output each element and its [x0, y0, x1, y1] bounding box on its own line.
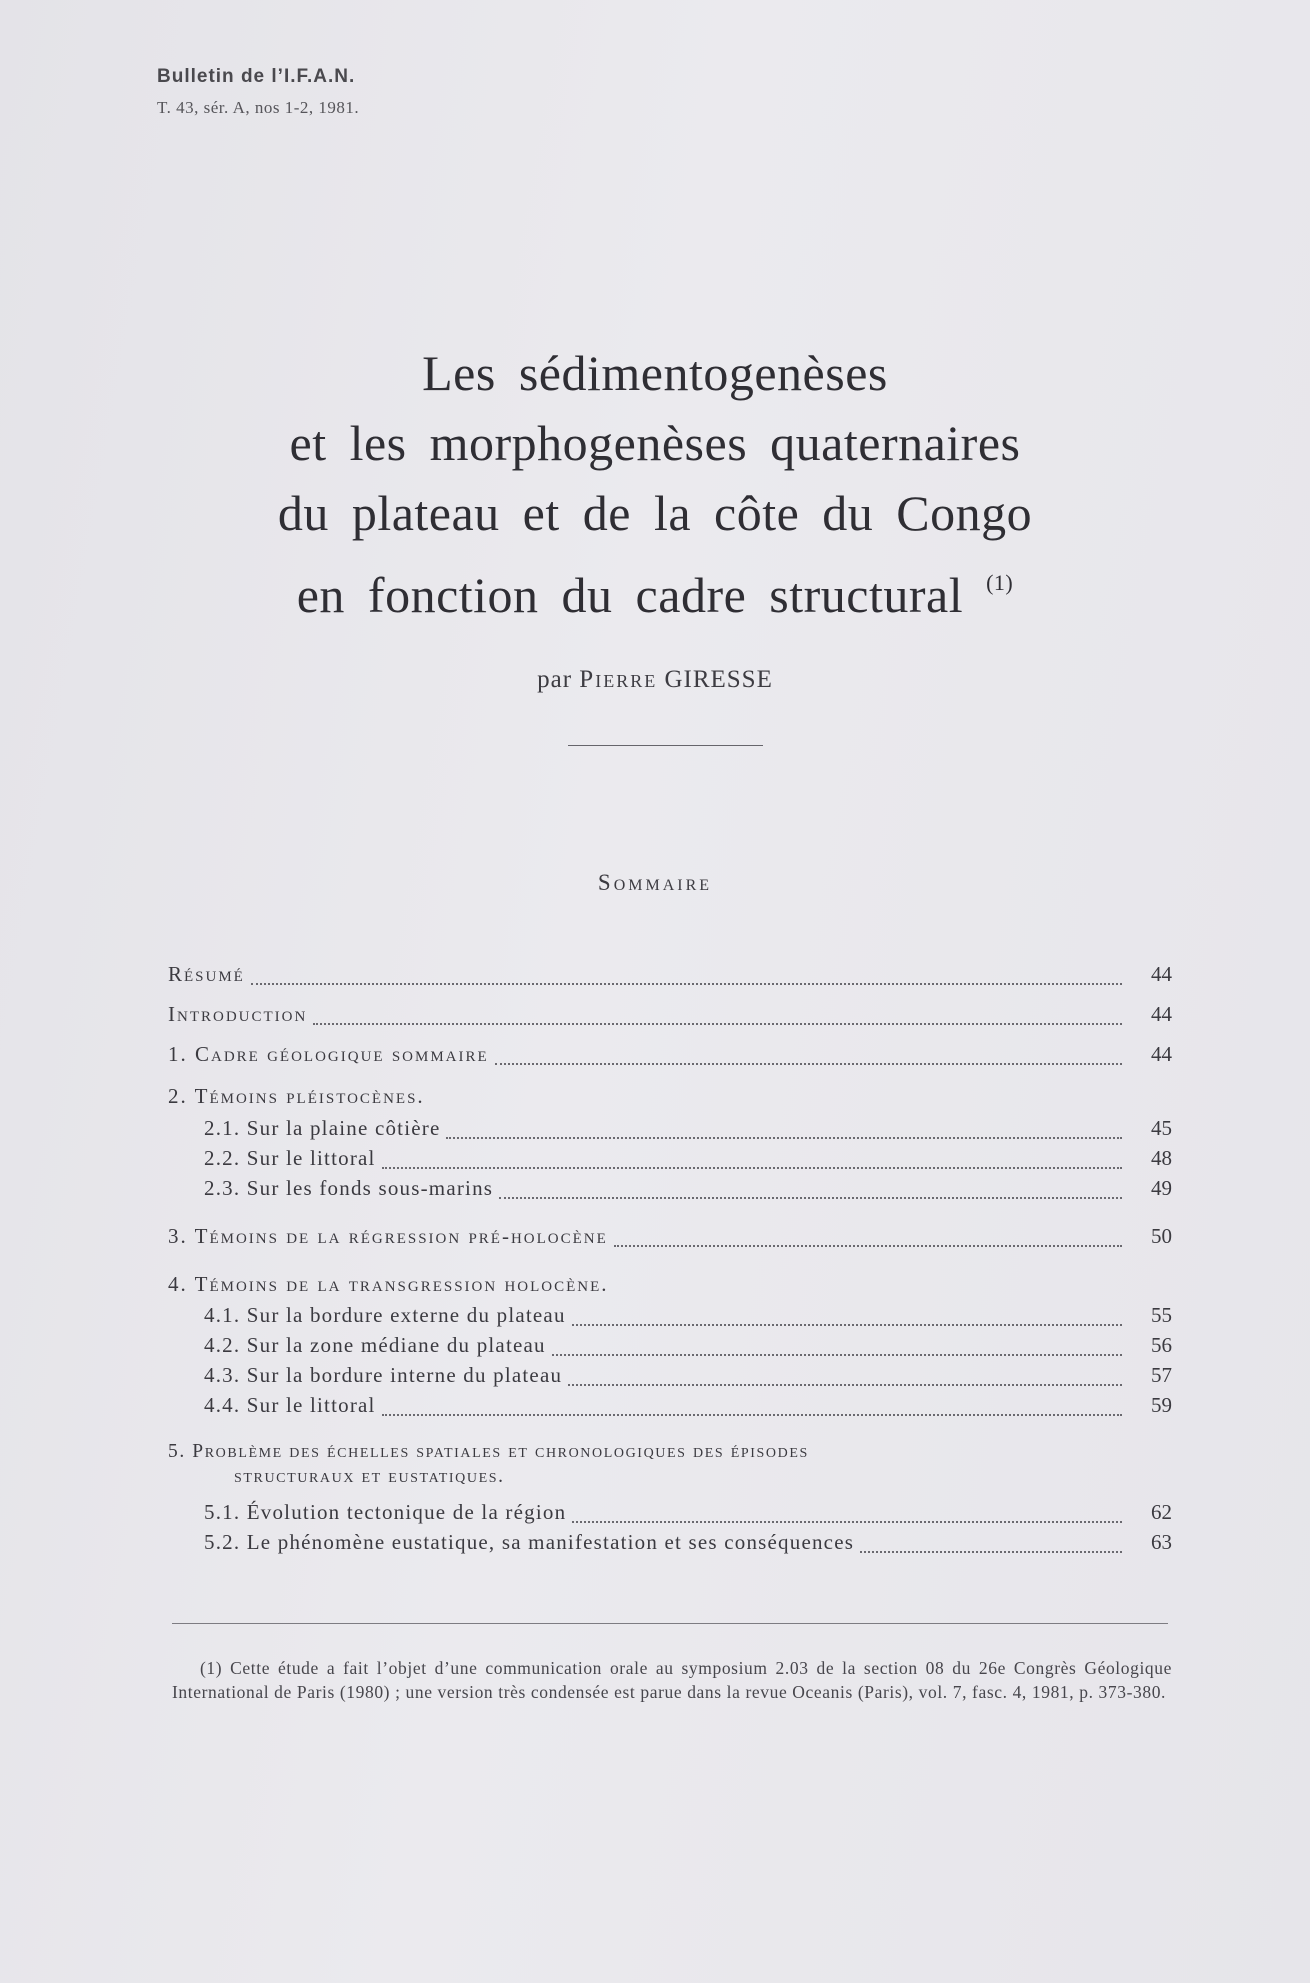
journal-issue: T. 43, sér. A, nos 1-2, 1981. [157, 98, 360, 117]
toc-leader [382, 1413, 1122, 1416]
article-title [150, 338, 1160, 630]
toc-entry[interactable] [204, 1146, 1172, 1176]
toc-entry[interactable] [204, 1530, 1172, 1560]
toc-label: 4.1. Sur la bordure externe du plateau [204, 1303, 566, 1327]
toc-label: Résumé [168, 962, 245, 986]
toc-leader [614, 1244, 1122, 1247]
toc-leader [568, 1383, 1122, 1386]
author-prefix: par [537, 666, 573, 693]
toc-page: 55 [1151, 1303, 1172, 1327]
toc-leader [446, 1136, 1122, 1139]
toc-label: 4.2. Sur la zone médiane du plateau [204, 1333, 546, 1357]
author-last-name: GIRESSE [664, 666, 773, 693]
toc-entry[interactable] [204, 1303, 1172, 1333]
toc-page: 44 [1151, 1042, 1172, 1066]
toc-label: 1. Cadre géologique sommaire [168, 1042, 489, 1066]
toc-section-heading[interactable]: 5. Problème des échelles spatiales et chronologiques des épisodes [168, 1441, 809, 1462]
journal-header [157, 66, 359, 118]
toc-label: 4.4. Sur le littoral [204, 1393, 376, 1417]
toc-page: 45 [1151, 1116, 1172, 1140]
footnote: (1) Cette étude a fait l’objet d’une communication orale au symposium 2.03 de la section 08 du 26e Congrès Géologique International de Paris (1980) ; une version très condensée est parue dans la revue Oceanis (Paris), vol. 7, fasc. 4, 1981, p. 373-380. [172, 1658, 1172, 1702]
toc-entry[interactable] [168, 1224, 1172, 1254]
toc-label: 2.1. Sur la plaine côtière [204, 1116, 441, 1140]
title-line-1: Les sédimentogenèses [422, 345, 888, 401]
toc-leader [499, 1196, 1122, 1199]
footnote-divider [172, 1623, 1168, 1624]
toc-leader [495, 1062, 1122, 1065]
toc-entry[interactable] [204, 1500, 1172, 1530]
title-line-2: et les morphogenèses quaternaires [289, 415, 1021, 471]
author-line [0, 666, 1310, 694]
toc-page: 59 [1151, 1393, 1172, 1417]
toc-leader [860, 1550, 1122, 1553]
toc-label: Introduction [168, 1002, 308, 1026]
toc-section-heading[interactable]: 4. Témoins de la transgression holocène. [168, 1272, 609, 1296]
toc-page: 50 [1151, 1224, 1172, 1248]
toc-page: 56 [1151, 1333, 1172, 1357]
toc-leader [382, 1166, 1122, 1169]
toc-entry[interactable] [204, 1393, 1172, 1423]
title-line-4 [150, 548, 1160, 630]
toc-label: 2.2. Sur le littoral [204, 1146, 376, 1170]
toc-entry[interactable] [204, 1116, 1172, 1146]
toc-entry[interactable] [168, 1042, 1172, 1072]
toc-page: 49 [1151, 1176, 1172, 1200]
toc-page: 57 [1151, 1363, 1172, 1387]
toc-entry[interactable] [168, 962, 1172, 992]
journal-name: Bulletin de l’I.F.A.N. [157, 66, 356, 87]
sommaire-heading: Sommaire [597, 870, 713, 895]
toc-label: 5.1. Évolution tectonique de la région [204, 1500, 567, 1524]
author-first-name: Pierre [579, 666, 658, 693]
toc-section-heading-continued: structuraux et eustatiques. [234, 1466, 505, 1487]
title-line-4-text: en fonction du cadre structural [296, 567, 964, 623]
toc-entry[interactable] [204, 1363, 1172, 1393]
toc-leader [572, 1323, 1122, 1326]
title-divider [568, 745, 763, 746]
toc-label: 5.2. Le phénomène eustatique, sa manifestation et ses conséquences [204, 1530, 855, 1554]
toc-leader [572, 1520, 1122, 1523]
toc-label: 2.3. Sur les fonds sous-marins [204, 1176, 494, 1200]
toc-page: 48 [1151, 1146, 1172, 1170]
toc-label: 3. Témoins de la régression pré-holocène [168, 1224, 608, 1248]
toc-page: 44 [1151, 962, 1172, 986]
toc-page: 62 [1151, 1500, 1172, 1524]
toc-entry[interactable] [168, 1002, 1172, 1032]
toc-leader [313, 1022, 1122, 1025]
title-footnote-mark: (1) [986, 570, 1014, 595]
toc-section-heading[interactable]: 2. Témoins pléistocènes. [168, 1084, 425, 1108]
toc-page: 44 [1151, 1002, 1172, 1026]
toc-leader [251, 982, 1122, 985]
toc-entry[interactable] [204, 1333, 1172, 1363]
toc-label: 4.3. Sur la bordure interne du plateau [204, 1363, 563, 1387]
toc-entry[interactable] [204, 1176, 1172, 1206]
title-line-3: du plateau et de la côte du Congo [277, 485, 1033, 541]
toc-leader [552, 1353, 1122, 1356]
toc-page: 63 [1151, 1530, 1172, 1554]
